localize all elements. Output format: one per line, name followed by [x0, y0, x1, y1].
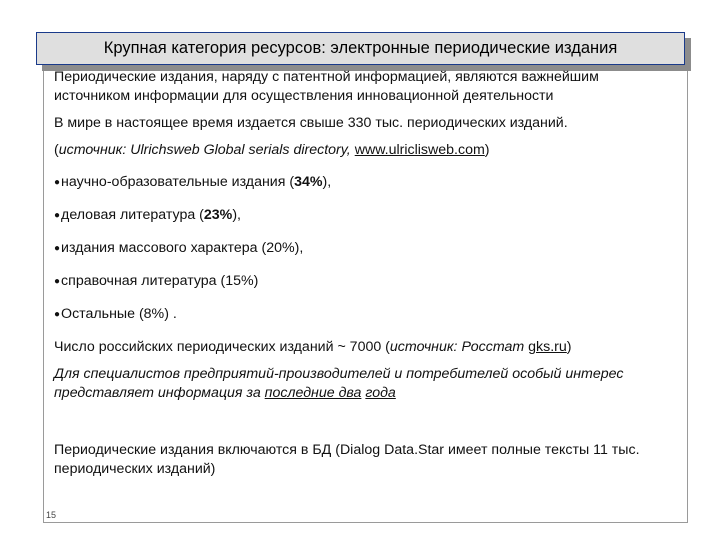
source-close: ): [484, 142, 490, 158]
list-item: [54, 239, 674, 259]
russia-text: Число российских периодических изданий ~ 7000 (: [54, 339, 390, 355]
slide-title-text: Крупная категория ресурсов: электронные периодические издания: [103, 39, 618, 57]
list-item-text: справочная литература (15%): [61, 273, 259, 289]
list-item-text: научно-образовательные издания (34%),: [61, 174, 332, 190]
specialists-underlined-2: года: [365, 385, 396, 401]
slide-title: [36, 32, 685, 65]
list-item: [54, 206, 674, 226]
source-note: [54, 141, 674, 160]
bullet-dot-icon: ●: [54, 309, 61, 320]
russia-close: ): [566, 339, 572, 355]
specialists-underlined-1: последние два: [264, 385, 362, 401]
databases-paragraph: Периодические издания включаются в БД (Dialog Data.Star имеет полные тексты 11 тыс. периодических изданий): [54, 442, 640, 477]
bullet-dot-icon: ●: [54, 243, 61, 254]
specialists-text: Для специалистов предприятий-производителей и потребителей особый интерес представляет информация за: [54, 366, 624, 401]
source-label: источник: Ulrichsweb Global serials directory,: [58, 142, 351, 158]
bullet-dot-icon: ●: [54, 177, 61, 188]
list-item-text: Остальные (8%) .: [61, 306, 177, 322]
list-item-text: деловая литература (23%),: [61, 207, 241, 223]
bullet-dot-icon: ●: [54, 210, 61, 221]
bullet-dot-icon: ●: [54, 276, 61, 287]
list-item-text: издания массового характера (20%),: [61, 240, 304, 256]
russia-count-paragraph: [54, 338, 674, 357]
rosstat-source: источник: Росстат: [389, 339, 525, 355]
intro-paragraph: Периодические издания, наряду с патентной информацией, являются важнейшим источником информации для осуществления инновационной деятельности: [54, 69, 599, 104]
specialists-paragraph: [54, 365, 674, 403]
list-item: [54, 272, 674, 292]
source-open: (: [54, 142, 59, 158]
ulrichsweb-link[interactable]: www.ulriclisweb.com: [354, 142, 485, 158]
gks-link[interactable]: gks.ru: [528, 339, 567, 355]
list-item: [54, 305, 674, 325]
page-number: 15: [46, 510, 57, 520]
slide-body: [54, 68, 674, 479]
world-count-paragraph: В мире в настоящее время издается свыше 330 тыс. периодических изданий.: [54, 115, 568, 131]
list-item: [54, 173, 674, 193]
